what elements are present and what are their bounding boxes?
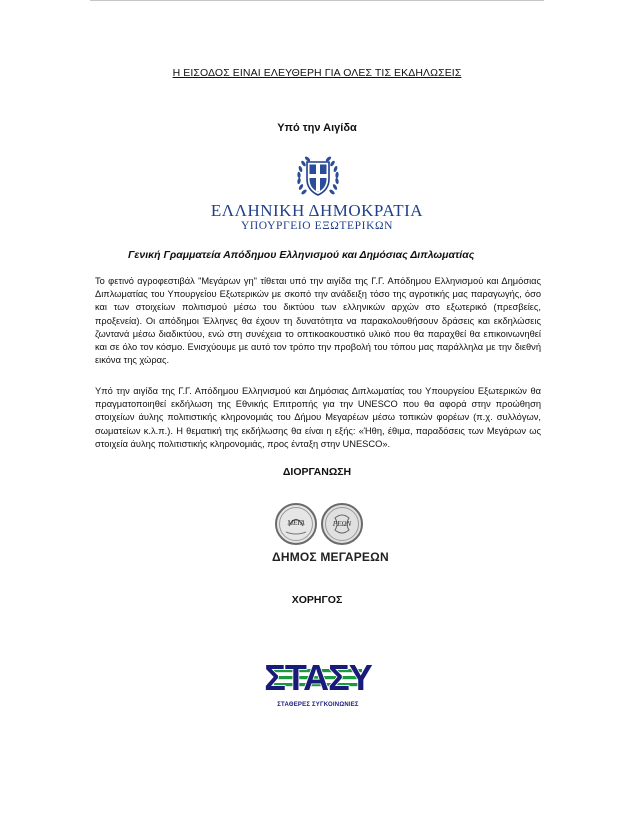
stasy-wordmark: ΣΤΑΣΥ bbox=[264, 657, 372, 698]
stasy-caption: ΣΤΑΘΕΡΕΣ ΣΥΓΚΟΙΝΩΝΙΕΣ bbox=[277, 702, 359, 708]
stasy-sponsor-logo bbox=[264, 649, 372, 711]
free-entry-notice: Η ΕΙΣΟΔΟΣ ΕΙΝΑΙ ΕΛΕΥΘΕΡΗ ΓΙΑ ΟΛΕΣ ΤΙΣ ΕΚΔΗΛΩΣΕΙΣ bbox=[172, 67, 462, 79]
municipality-name: ΔΗΜΟΣ ΜΕΓΑΡΕΩΝ bbox=[272, 550, 389, 564]
unesco-paragraph: Υπό την αιγίδα της Γ.Γ. Απόδημου Ελληνισμού και Δημόσιας Διπλωματίας του Υπουργείου Εξωτερικών θα πραγματοποιηθεί εκδήλωση της Εθνικής Επιτροπής για την UNESCO που θα αφορά στην προώθηση στοιχείων άυλης πολιτιστικής κληρονομιάς του Δήμου Μεγαρέων μέσω τοπικών φορέων (π.χ. συλλόγων, σωματείων κ.λ.π.). Η θεματική της εκδήλωσης θα είναι η εξής: «Ήθη, έθιμα, παραδόσεις των Μεγάρων ως στοιχεία άυλης πολιτιστικής κληρονομιάς, προς ένταξη στην UNESCO». bbox=[95, 386, 541, 449]
coin-right-text: ΡΕΩΝ bbox=[332, 520, 352, 528]
coin-left-text: ΜΕΓΑ bbox=[287, 519, 305, 527]
ancient-coins-icon bbox=[272, 502, 366, 546]
stasy-logo-graphic bbox=[264, 649, 372, 701]
top-border-line bbox=[90, 0, 544, 1]
sponsor-heading: ΧΟΡΗΓΟΣ bbox=[291, 594, 343, 606]
organization-heading: ΔΙΟΡΓΑΝΩΣΗ bbox=[282, 466, 352, 478]
government-title: ΕΛΛΗΝΙΚΗ ΔΗΜΟΚΡΑΤΙΑ bbox=[210, 201, 424, 220]
megara-municipality-logo bbox=[272, 502, 389, 568]
ministry-subtitle: ΥΠΟΥΡΓΕΙΟ ΕΞΩΤΕΡΙΚΩΝ bbox=[240, 220, 394, 232]
secretariat-heading: Γενική Γραμματεία Απόδημου Ελληνισμού και Δημόσιας Διπλωματίας bbox=[128, 249, 475, 261]
greek-coat-of-arms-icon bbox=[292, 153, 344, 201]
festival-paragraph: Το φετινό αγροφεστιβάλ "Μεγάρων γη" τίθεται υπό την αιγίδα της Γ.Γ. Απόδημου Ελληνισμού και Δημόσιας Διπλωματίας του Υπουργείου Εξωτερικών με σκοπό την ανάδειξη τόσο της αγροτικής μας παραγωγής, όσο και των στοιχείων πολιτισμού μέσω του δικτύου των ελληνικών αρχών στο εξωτερικό (πρεσβείες, προξενεία). Οι απόδημοι Έλληνες θα έχουν τη δυνατότητα να παρακολουθήσουν δράσεις και εκδηλώσεις ζωντανά μέσω διαδικτύου, ενώ στη συνέχεια το οπτικοακουστικό υλικό που θα παραχθεί θα επικοινωνηθεί και σε όλο τον κόσμο. Ενισχύουμε με αυτό τον τρόπο την προβολή του τόπου μας παράλληλα με την διεθνή εικόνα της χώρας. bbox=[95, 276, 541, 366]
aegis-heading: Υπό την Αιγίδα bbox=[277, 122, 357, 134]
